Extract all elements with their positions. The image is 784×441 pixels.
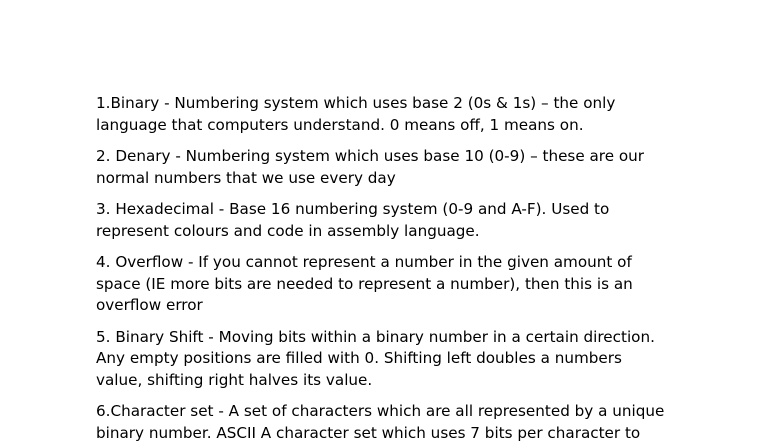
- paragraph-line: overflow error: [96, 296, 203, 314]
- paragraph-line: binary number. ASCII A character set which uses 7 bits per character to: [96, 423, 641, 441]
- paragraph-line: value, shifting right halves its value.: [96, 370, 373, 389]
- paragraph-line: Any empty positions are filled with 0. Shifting left doubles a numbers: [96, 349, 622, 367]
- definition-character-set: [96, 401, 716, 441]
- definition-binary: [96, 93, 716, 136]
- paragraph-line: represent colours and code in assembly language.: [96, 221, 480, 240]
- definition-binary-shift: [96, 327, 716, 392]
- paragraph-line: 5. Binary Shift - Moving bits within a binary number in a certain direction.: [96, 327, 655, 346]
- definition-denary: [96, 146, 716, 189]
- paragraph-line: 1.Binary - Numbering system which uses base 2 (0s & 1s) – the only: [96, 94, 616, 112]
- paragraph-line: 2. Denary - Numbering system which uses base 10 (0-9) – these are our: [96, 147, 645, 165]
- definition-overflow: [96, 252, 716, 317]
- paragraph-line: 4. Overflow - If you cannot represent a number in the given amount of: [96, 253, 632, 271]
- document-body: [96, 93, 716, 441]
- paragraph-line: normal numbers that we use every day: [96, 168, 396, 187]
- paragraph-line: 6.Character set - A set of characters which are all represented by a unique: [96, 402, 665, 420]
- definition-hexadecimal: [96, 199, 716, 242]
- paragraph-line: 3. Hexadecimal - Base 16 numbering system (0-9 and A-F). Used to: [96, 200, 610, 218]
- paragraph-line: language that computers understand. 0 means off, 1 means on.: [96, 115, 584, 134]
- paragraph-line: space (IE more bits are needed to represent a number), then this is an: [96, 274, 633, 293]
